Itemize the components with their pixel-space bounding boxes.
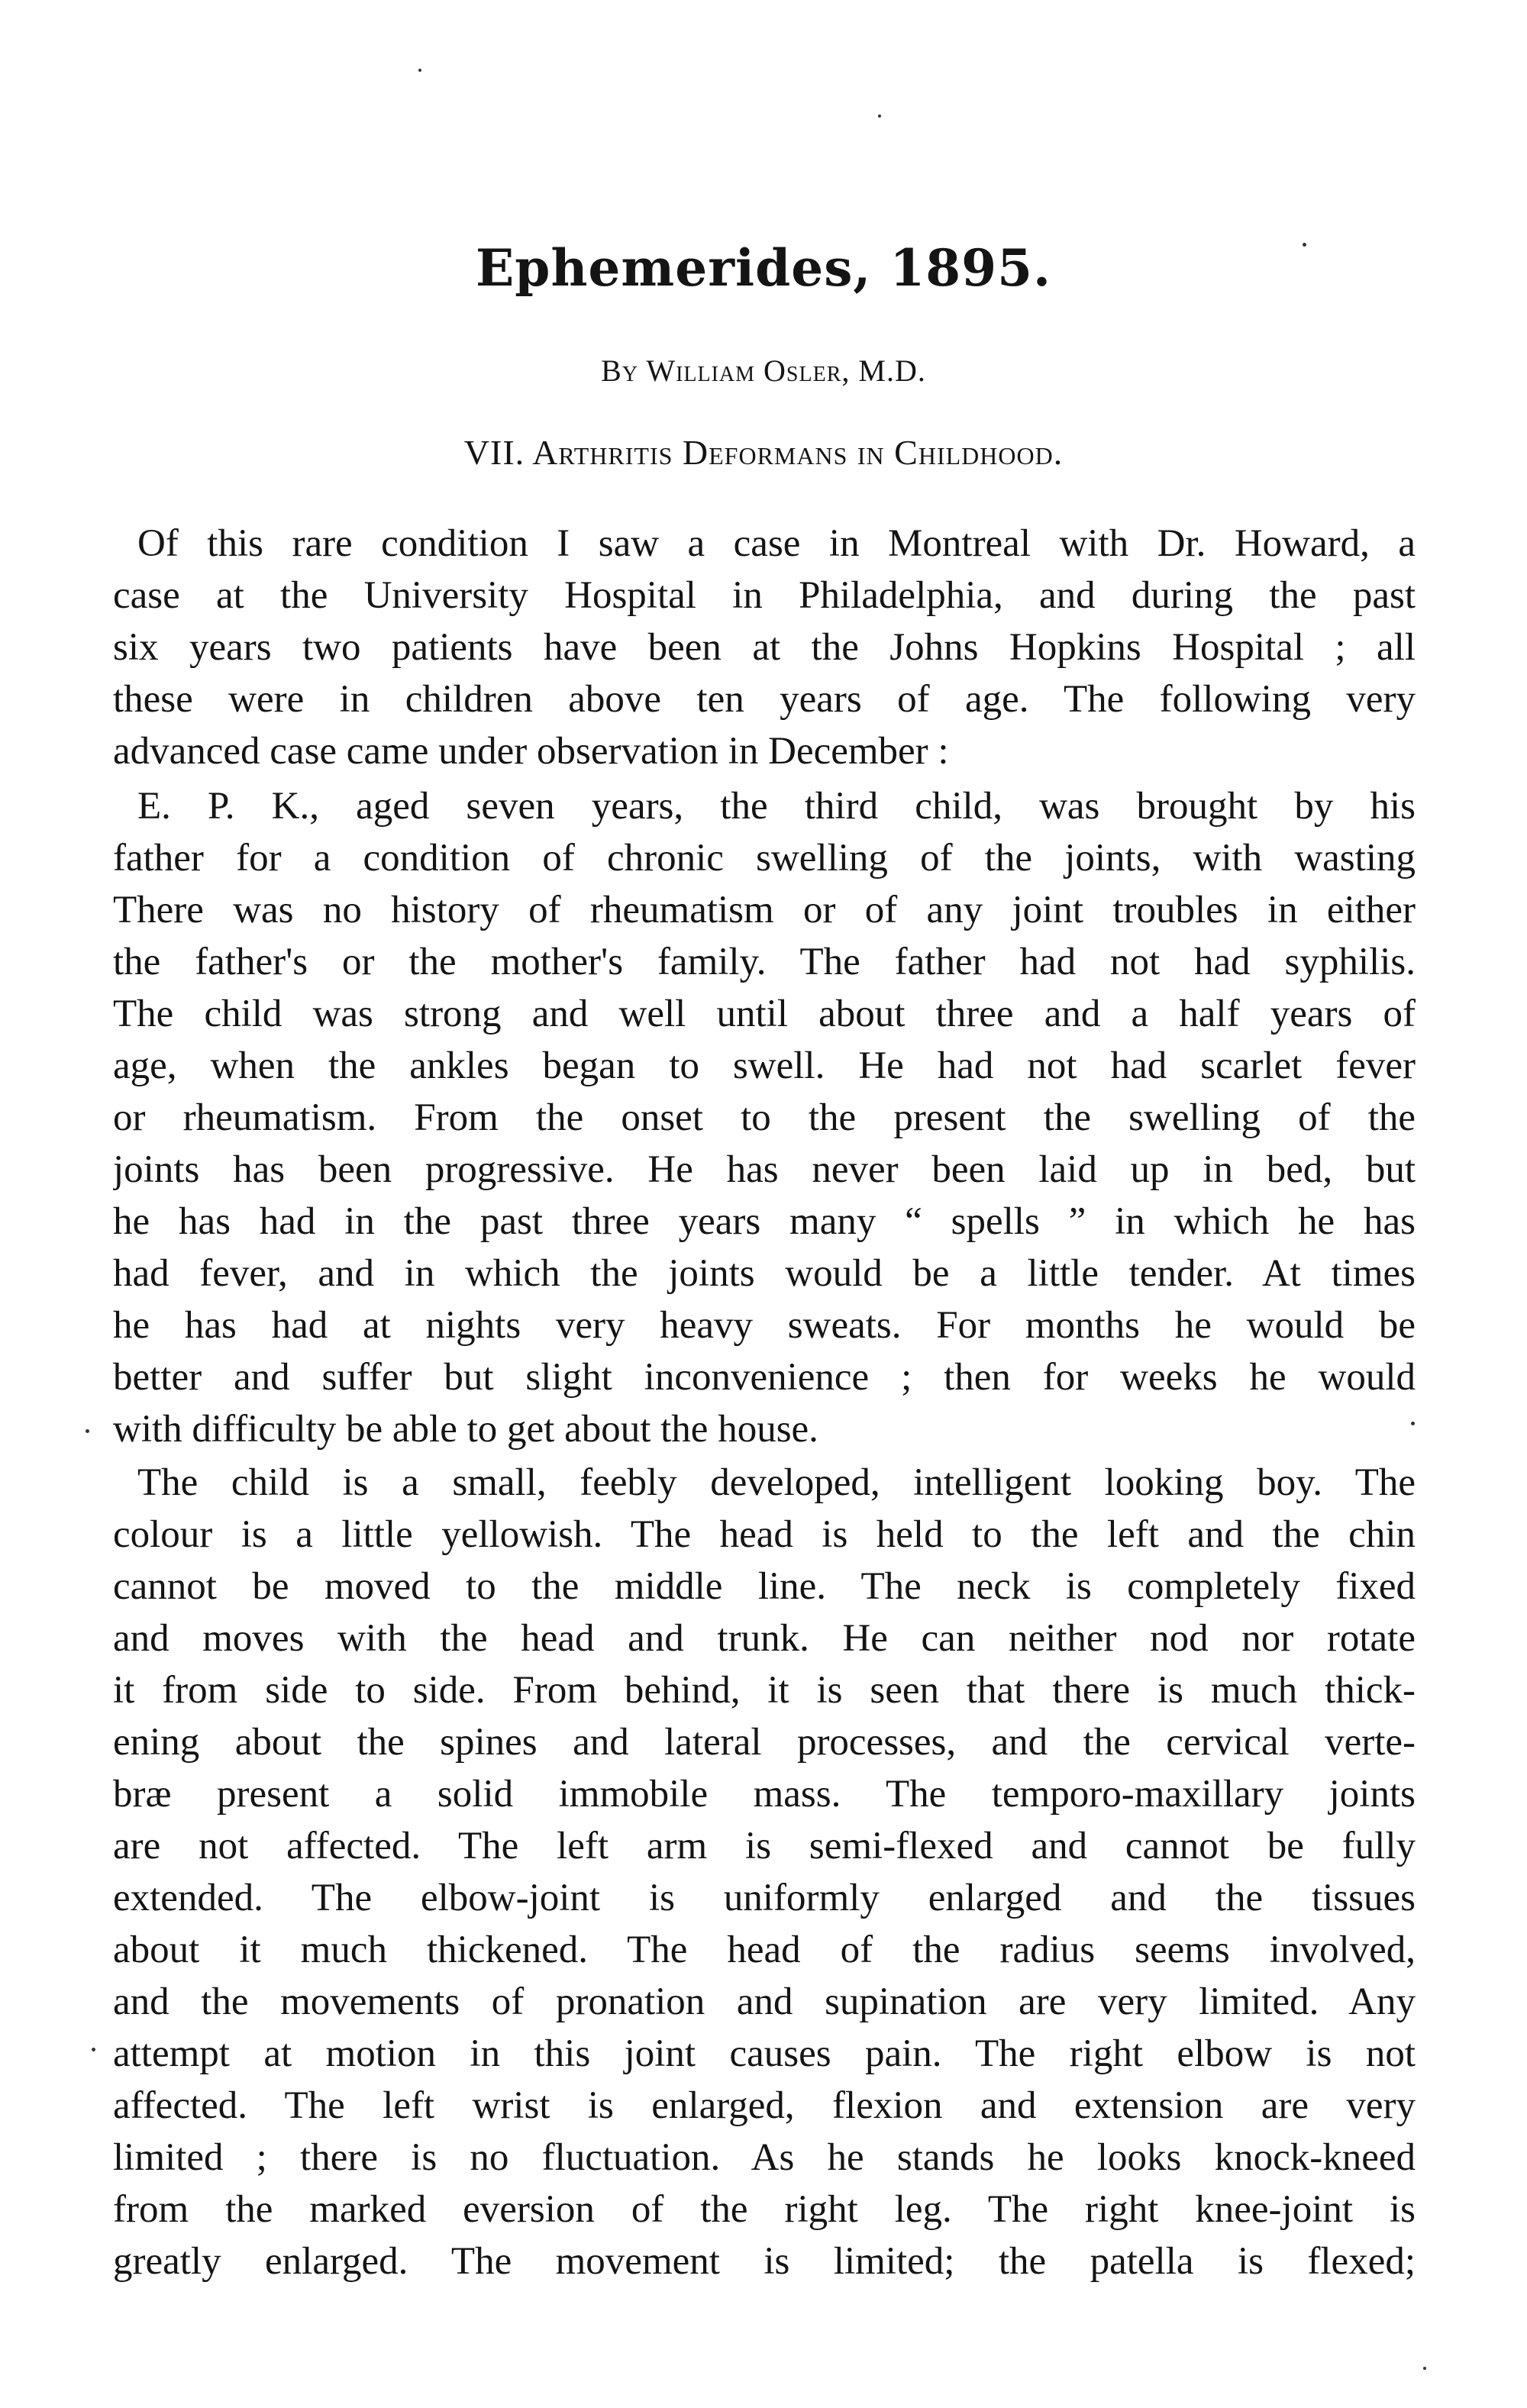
text-line: advanced case came under observation in December : bbox=[113, 730, 949, 773]
text-line: greatly enlarged. The movement is limited; the patella is flexed; bbox=[113, 2240, 1416, 2283]
text-line: he has had in the past three years many “ spells ” in which he has bbox=[113, 1200, 1416, 1243]
scan-speck bbox=[418, 69, 421, 72]
scan-speck bbox=[92, 2048, 95, 2051]
scan-speck bbox=[878, 115, 881, 118]
text-line: The child was strong and well until about three and a half years of bbox=[113, 993, 1416, 1035]
section-heading: VII. Arthritis Deformans in Childhood. bbox=[463, 433, 1064, 472]
text-line: he has had at nights very heavy sweats. For months he would be bbox=[113, 1304, 1416, 1347]
text-line: or rheumatism. From the onset to the present the swelling of the bbox=[113, 1096, 1416, 1139]
text-line: extended. The elbow-joint is uniformly enlarged and the tissues bbox=[113, 1877, 1416, 1919]
text-line: limited ; there is no fluctuation. As he stands he looks knock-kneed bbox=[113, 2136, 1416, 2179]
text-line: about it much thickened. The head of the radius seems involved, bbox=[113, 1929, 1416, 1971]
paragraph-intro bbox=[113, 518, 1416, 777]
text-line: age, when the ankles began to swell. He had not had scarlet fever bbox=[113, 1044, 1416, 1087]
text-line: bræ present a solid immobile mass. The temporo-maxillary joints bbox=[113, 1773, 1416, 1816]
text-line: these were in children above ten years of age. The following very bbox=[113, 678, 1416, 721]
text-line: and the movements of pronation and supination are very limited. Any bbox=[113, 1980, 1416, 2023]
text-line: it from side to side. From behind, it is seen that there is much thick- bbox=[113, 1669, 1416, 1712]
text-line: case at the University Hospital in Philadelphia, and during the past bbox=[113, 574, 1416, 617]
text-line: had fever, and in which the joints would be a little tender. At times bbox=[113, 1252, 1416, 1295]
text-line: with difficulty be able to get about the house. bbox=[113, 1408, 818, 1451]
text-line: The child is a small, feebly developed, intelligent looking boy. The bbox=[137, 1461, 1416, 1504]
author-byline: By William Osler, M.D. bbox=[601, 353, 926, 388]
text-line: attempt at motion in this joint causes pain. The right elbow is not bbox=[113, 2032, 1416, 2075]
text-line: better and suffer but slight inconvenience ; then for weeks he would bbox=[113, 1356, 1416, 1399]
paragraph-examination bbox=[113, 1457, 1416, 2287]
scan-speck bbox=[1411, 1422, 1415, 1425]
text-line: father for a condition of chronic swelling of the joints, with wasting bbox=[113, 837, 1416, 880]
text-line: are not affected. The left arm is semi-flexed and cannot be fully bbox=[113, 1825, 1416, 1867]
text-line: There was no history of rheumatism or of any joint troubles in either bbox=[113, 889, 1416, 931]
text-line: E. P. K., aged seven years, the third child, was brought by his bbox=[137, 785, 1416, 828]
text-line: and moves with the head and trunk. He can neither nod nor rotate bbox=[113, 1617, 1416, 1660]
scan-speck bbox=[86, 1429, 89, 1433]
text-line: six years two patients have been at the Johns Hopkins Hospital ; all bbox=[113, 626, 1416, 669]
text-line: affected. The left wrist is enlarged, flexion and extension are very bbox=[113, 2084, 1416, 2127]
text-line: the father's or the mother's family. The father had not had syphilis. bbox=[113, 941, 1416, 983]
scan-speck bbox=[1303, 243, 1306, 247]
page-title: Ephemerides, 1895. bbox=[475, 238, 1052, 298]
text-line: from the marked eversion of the right leg. The right knee-joint is bbox=[113, 2188, 1416, 2231]
text-line: joints has been progressive. He has never been laid up in bed, but bbox=[113, 1148, 1416, 1191]
text-line: cannot be moved to the middle line. The neck is completely fixed bbox=[113, 1565, 1416, 1608]
paragraph-history bbox=[113, 780, 1416, 1455]
scan-speck bbox=[1423, 2367, 1426, 2370]
text-line: colour is a little yellowish. The head is held to the left and the chin bbox=[113, 1513, 1416, 1556]
text-line: Of this rare condition I saw a case in Montreal with Dr. Howard, a bbox=[137, 522, 1416, 565]
text-line: ening about the spines and lateral processes, and the cervical verte- bbox=[113, 1721, 1416, 1764]
